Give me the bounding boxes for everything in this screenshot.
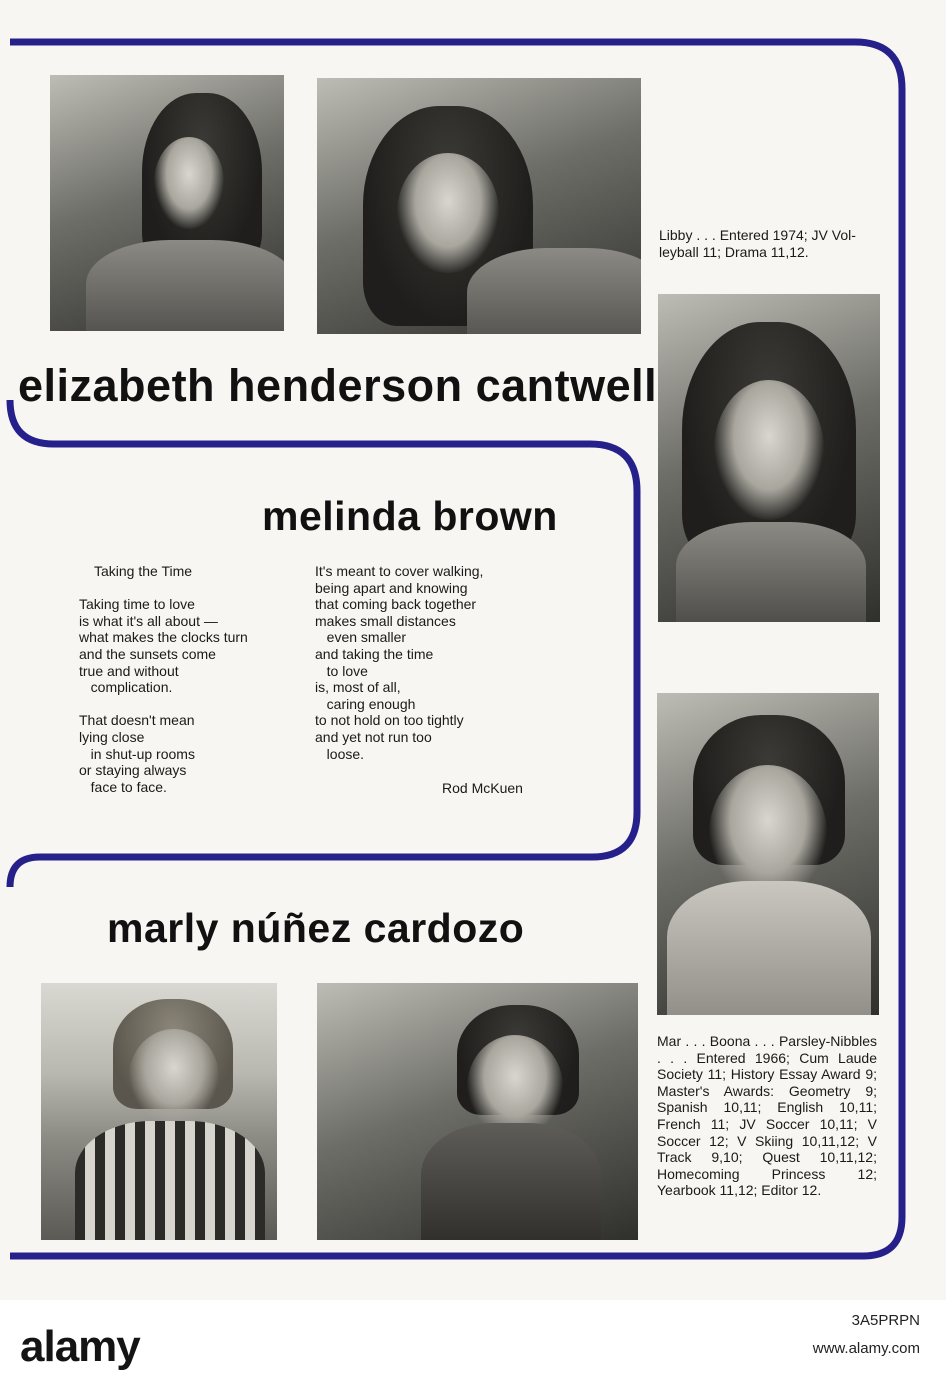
photo-elizabeth-candid-1 (50, 75, 284, 331)
poem-left-column (79, 563, 299, 795)
name-elizabeth-henderson-cantwell: elizabeth henderson cantwell (18, 360, 658, 411)
poem-line: is, most of all, (315, 679, 401, 696)
poem-line: what makes the clocks turn (79, 629, 248, 646)
poem-line: face to face. (79, 778, 167, 795)
poem-line: to not hold on too tightly (315, 712, 464, 729)
poem-author: Rod McKuen (442, 780, 523, 796)
poem-line (79, 696, 299, 713)
poem-line: to love (315, 662, 368, 679)
poem-line: loose. (315, 745, 365, 762)
stock-footer (0, 1300, 946, 1390)
poem-line: and yet not run too (315, 728, 432, 745)
bio-marly: Mar . . . Boona . . . Parsley-Nibbles . . . Entered 1966; Cum Laude Society 11; History Essay Award 9; Master's Awards: Geometry 9; Spanish 10,11; English 10,11; French 11; JV Soccer 10,11; V Soccer 12; V Skiing 10,11,12; V Track 9,10; Quest 10,11,12; Homecoming Princess 12; Yearbook 11,12; Editor 12. (657, 1033, 877, 1199)
poem-line: in shut-up rooms (79, 745, 195, 762)
bio-libby: Libby . . . Entered 1974; JV Vol-leyball 11; Drama 11,12. (659, 227, 856, 260)
photo-marly-outdoor (41, 983, 277, 1240)
poem-line: lying close (79, 728, 145, 745)
poem-title: Taking the Time (94, 563, 193, 579)
image-id: 3A5PRPN (851, 1312, 920, 1329)
alamy-logo: alamy (20, 1322, 140, 1371)
photo-marly-candid (317, 983, 638, 1240)
poem-line: and the sunsets come (79, 645, 216, 662)
poem-line: Taking time to love (79, 596, 195, 613)
name-marly-nunez-cardozo: marly núñez cardozo (107, 905, 525, 951)
photo-elizabeth-candid-2 (317, 78, 641, 334)
poem-line: that coming back together (315, 596, 477, 613)
poem-line: true and without (79, 662, 179, 679)
poem-line: being apart and knowing (315, 579, 468, 596)
poem-line: It's meant to cover walking, (315, 563, 484, 579)
poem-right-column (315, 563, 555, 762)
name-melinda-brown: melinda brown (262, 493, 558, 539)
poem-line: complication. (79, 679, 173, 696)
poem-line: or staying always (79, 762, 187, 779)
poem-line: That doesn't mean (79, 712, 195, 729)
poem-line: is what it's all about — (79, 612, 218, 629)
poem-line: caring enough (315, 695, 416, 712)
poem-line: makes small distances (315, 612, 456, 629)
poem-line: even smaller (315, 629, 407, 646)
portrait-elizabeth (658, 294, 880, 622)
portrait-marly (657, 693, 879, 1015)
poem-line: and taking the time (315, 645, 434, 662)
site-url: www.alamy.com (812, 1340, 920, 1357)
